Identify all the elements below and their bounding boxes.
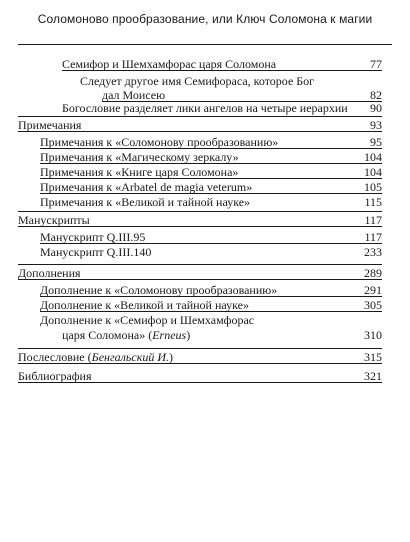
toc-entry-page: 77 <box>370 57 382 71</box>
toc-item-title: Примечания к «Arbatel de magia veterum» <box>40 180 253 194</box>
toc-item-title: Дополнение к «Соломонову прообразованию» <box>40 283 278 297</box>
item-rule <box>40 193 382 194</box>
section-heading-page: 321 <box>364 369 382 383</box>
toc-item-page: 105 <box>364 180 382 194</box>
section-rule <box>18 279 382 280</box>
toc-item-page: 104 <box>364 165 382 179</box>
section-heading-title <box>18 350 173 364</box>
toc-item-title <box>62 328 190 342</box>
section-heading-page: 117 <box>364 213 382 227</box>
toc-item <box>40 230 382 244</box>
section-heading-title: Дополнения <box>18 266 81 280</box>
toc-item-page: 115 <box>364 195 382 209</box>
toc-entry-page: 82 <box>370 88 382 102</box>
toc-item-title: Примечания к «Книге царя Соломона» <box>40 165 239 179</box>
toc-item-page: 104 <box>364 150 382 164</box>
section-heading-title: Библиография <box>18 369 92 383</box>
section-heading-afterword <box>18 350 382 364</box>
item-rule <box>40 296 382 297</box>
toc-item-cont <box>62 328 382 342</box>
toc-item-title: Дополнение к «Великой и тайной науке» <box>40 298 249 312</box>
title-author: Erneus <box>152 328 187 342</box>
toc-item-title: Манускрипт Q.III.140 <box>40 245 152 259</box>
toc-item-page: 291 <box>364 283 382 297</box>
header-rule <box>18 44 392 45</box>
item-rule <box>40 163 382 164</box>
toc-item <box>40 283 382 297</box>
toc-entry-title: Следует другое имя Семифораса, которое Бог <box>80 74 315 88</box>
item-rule <box>40 243 382 244</box>
title-author: Бенгальский И. <box>91 350 169 364</box>
toc-item-page: 117 <box>364 230 382 244</box>
toc-entry-title: дал Моисею <box>102 88 166 102</box>
toc-item <box>40 245 382 259</box>
toc-item <box>40 165 382 179</box>
section-rule <box>18 382 382 383</box>
section-heading-title: Манускрипты <box>18 213 90 227</box>
toc-item <box>40 298 382 312</box>
toc-entry-title: Семифор и Шемхамфорас царя Соломона <box>62 57 277 71</box>
section-heading-supplements <box>18 266 382 280</box>
section-heading-page: 289 <box>364 266 382 280</box>
section-heading-notes <box>18 118 382 132</box>
section-rule <box>18 116 382 117</box>
title-part: ) <box>168 350 173 364</box>
section-rule <box>18 363 382 364</box>
toc-item-title: Примечания к «Великой и тайной науке» <box>40 195 251 209</box>
section-heading-page: 315 <box>364 350 382 364</box>
section-rule <box>18 348 382 349</box>
section-heading-manuscripts <box>18 213 382 227</box>
toc-item-title: Дополнение к «Семифор и Шемхамфорас <box>40 313 255 327</box>
toc-item-title: Примечания к «Магическому зеркалу» <box>40 150 239 164</box>
title-part: царя Соломона» ( <box>62 328 153 342</box>
item-rule <box>40 148 382 149</box>
section-rule <box>18 226 382 227</box>
toc-item-page: 95 <box>370 135 382 149</box>
toc-entry-moses-l1 <box>80 74 382 88</box>
toc-item <box>40 313 382 327</box>
toc-item-page: 305 <box>364 298 382 312</box>
toc-entry-semifor <box>62 57 382 71</box>
toc-entry-moses-l2 <box>102 88 382 102</box>
section-heading-title: Примечания <box>18 118 82 132</box>
toc-item-page: 310 <box>364 328 382 342</box>
section-rule <box>18 131 382 132</box>
toc-entry-title: Богословие разделяет лики ангелов на четыре иерархии <box>62 101 348 115</box>
section-heading-page: 93 <box>370 118 382 132</box>
title-part: Послесловие ( <box>18 350 92 364</box>
entry-rule <box>62 70 382 71</box>
item-rule <box>40 178 382 179</box>
toc-item-title: Примечания к «Соломонову прообразованию» <box>40 135 279 149</box>
toc-item <box>40 180 382 194</box>
item-rule <box>40 311 382 312</box>
toc-item <box>40 195 382 209</box>
title-part: ) <box>186 328 191 342</box>
toc-item-page: 233 <box>364 245 382 259</box>
section-rule <box>18 264 382 265</box>
page-header: Соломоново прообразование, или Ключ Соломона к магии <box>37 12 373 26</box>
toc-item <box>40 135 382 149</box>
toc-entry-theology <box>62 101 382 115</box>
toc-entry-page: 90 <box>370 101 382 115</box>
toc-item-title: Манускрипт Q.III.95 <box>40 230 146 244</box>
toc-item <box>40 150 382 164</box>
section-heading-bibliography <box>18 369 382 383</box>
section-rule <box>18 211 382 212</box>
